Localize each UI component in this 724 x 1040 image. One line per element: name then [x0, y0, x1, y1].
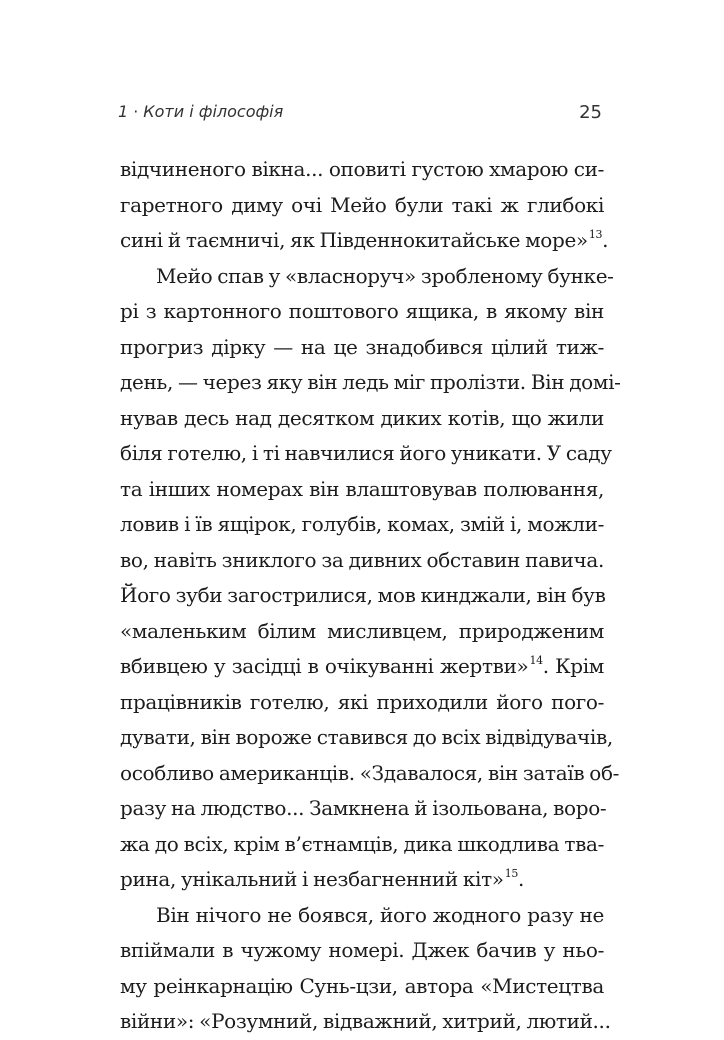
footnote-ref-14[interactable]: 14: [529, 654, 543, 667]
text-line: ловив і їв ящірок, голубів, комах, змій і, можли-: [120, 512, 604, 536]
text-line: біля готелю, і ті навчилися його уникати. У саду: [120, 441, 612, 465]
text-line: відчиненого вікна... оповиті густою хмарою си-: [120, 157, 604, 181]
text-line: «маленьким білим мисливцем, природженим: [120, 618, 604, 643]
text-line: працівників готелю, які приходили його пого-: [120, 689, 604, 714]
text-line: рі з картонного поштового ящика, в якому він: [120, 299, 604, 323]
footnote-ref-13[interactable]: 13: [588, 228, 603, 241]
text-line: рина, унікальний і незбагненний кіт»$^{15}$.: [120, 867, 525, 891]
text-line: сині й таємничі, як Південнокитайське море»$^{13}$.: [120, 228, 609, 252]
running-head: [118, 102, 602, 128]
text-line: дувати, він вороже ставився до всіх відвідувачів,: [120, 725, 613, 749]
text-line: та інших номерах він влаштовував полювання,: [120, 476, 604, 501]
text-line: війни»: «Розумний, відважний, хитрий, лютий...: [120, 1009, 611, 1033]
chapter-title: Коти і філософія: [143, 102, 284, 121]
chapter-number: 1: [118, 102, 129, 121]
text-line: гаретного диму очі Мейо були такі ж глибокі: [120, 192, 604, 217]
chapter-heading: [118, 102, 283, 121]
chapter-separator: ·: [133, 102, 139, 121]
text-line: Його зуби загострилися, мов кинджали, він був: [120, 583, 606, 607]
page-number: 25: [579, 102, 602, 123]
text-line: нував десь над десятком диких котів, що жили: [120, 405, 604, 430]
footnote-ref-15[interactable]: 15: [504, 867, 518, 880]
body-text: [120, 152, 621, 1040]
text-line: Він нічого не боявся, його жодного разу не: [156, 902, 604, 927]
text-line: во, навіть зниклого за дивних обставин павича.: [120, 547, 604, 572]
text-line: Мейо спав у «власноруч» зробленому бунке-: [156, 263, 614, 288]
text-line: прогриз дірку — на це знадобився цілий тиж-: [120, 334, 604, 359]
text-line: му реінкарнацію Сунь-цзи, автора «Мистецтва: [120, 973, 604, 998]
text-line: жа до всіх, крім в’єтнамців, дика шкодлива тва-: [120, 831, 604, 856]
text-line: вбивцею у засідці в очікуванні жертви»$^{14}$. Крім: [120, 654, 604, 678]
text-line: разу на людство... Замкнена й ізольована, воро-: [120, 796, 607, 820]
text-line: особливо американців. «Здавалося, він затаїв об-: [120, 760, 620, 785]
text-line: впіймали в чужому номері. Джек бачив у ньо-: [120, 938, 604, 962]
text-line: день, — через яку він ледь міг пролізти. Він домі-: [120, 370, 621, 394]
